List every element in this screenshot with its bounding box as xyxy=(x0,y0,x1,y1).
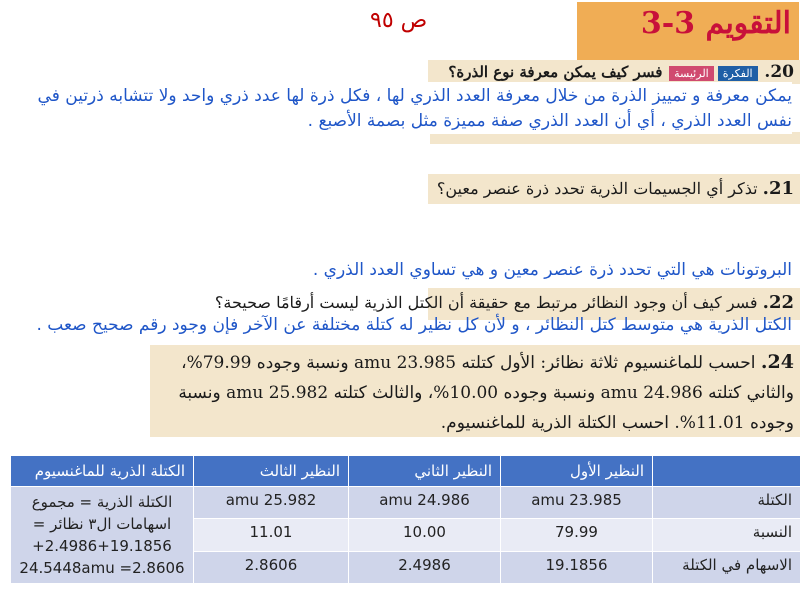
answer-20: يمكن معرفة و تمييز الذرة من خلال معرفة العدد الذري لها ، فكل ذرة لها عدد ذري واحد ولا تتشابه ذرتين في نفس العدد الذري ، أي أن العدد الذري صفة مميزة مثل بصمة الأصبع . xyxy=(2,82,792,134)
question-21 xyxy=(428,174,800,204)
badge-idea: الفكرة xyxy=(718,66,758,81)
table-cell: 25.982 amu xyxy=(194,487,349,519)
banner-title: التقويم 3-3 xyxy=(640,6,791,41)
question-text: تذكر أي الجسيمات الذرية تحدد ذرة عنصر معين؟ xyxy=(436,179,758,198)
table-cell: 19.1856 xyxy=(501,551,653,583)
table-cell: 10.00 xyxy=(349,519,501,551)
row-label: الكتلة xyxy=(653,487,800,519)
question-24 xyxy=(150,345,800,437)
lesson-banner xyxy=(577,2,799,60)
answer-21: البروتونات هي التي تحدد ذرة عنصر معين و هي تساوي العدد الذري . xyxy=(312,260,792,280)
table-header-cell: النظير الثالث xyxy=(194,456,349,487)
table-header-cell xyxy=(653,456,800,487)
table-row xyxy=(11,487,800,519)
question-number: 24. xyxy=(760,351,794,373)
page-reference: ص ٩٥ xyxy=(370,8,428,33)
question-number: 21. xyxy=(762,178,794,199)
table-cell: 2.4986 xyxy=(349,551,501,583)
question-text: فسر كيف يمكن معرفة نوع الذرة؟ xyxy=(448,63,663,81)
table-cell: 23.985 amu xyxy=(501,487,653,519)
row-label: الاسهام في الكتلة xyxy=(653,551,800,583)
table-header-cell: النظير الأول xyxy=(501,456,653,487)
badge-main: الرئيسة xyxy=(669,66,714,81)
table-cell: 2.8606 xyxy=(194,551,349,583)
question-20 xyxy=(428,60,800,84)
table-cell: 11.01 xyxy=(194,519,349,551)
table-cell: 79.99 xyxy=(501,519,653,551)
table-header-cell: الكتلة الذرية للماغنسيوم xyxy=(11,456,194,487)
table-header-row xyxy=(11,456,800,487)
atomic-mass-calculation: الكتلة الذرية = مجموع اسهامات ال٣ نظائر = 19.1856+2.4986+ 2.8606= 24.5448amu xyxy=(11,487,194,584)
table-cell: 24.986 amu xyxy=(349,487,501,519)
question-text: احسب للماغنسيوم ثلاثة نظائر: الأول كتلته 23.985 amu ونسبة وجوده 79.99%، والثاني كتلته 24.986 amu ونسبة وجوده 10.00%، والثالث كتلته 25.982 amu ونسبة وجوده 11.01%. احسب الكتلة الذرية للماغنسيوم. xyxy=(178,353,794,433)
isotope-table xyxy=(10,455,800,584)
question-number: 22. xyxy=(762,292,794,313)
row-label: النسبة xyxy=(653,519,800,551)
table-header-cell: النظير الثاني xyxy=(349,456,501,487)
question-number: 20. xyxy=(764,62,794,82)
question-text: فسر كيف أن وجود النظائر مرتبط مع حقيقة أن الكتل الذرية ليست أرقامًا صحيحة؟ xyxy=(214,293,758,312)
answer-22: الكتل الذرية هي متوسط كتل النظائر ، و لأن كل نظير له كتلة مختلفة عن الآخر فإن وجود رقم صحيح صعب . xyxy=(36,315,792,335)
